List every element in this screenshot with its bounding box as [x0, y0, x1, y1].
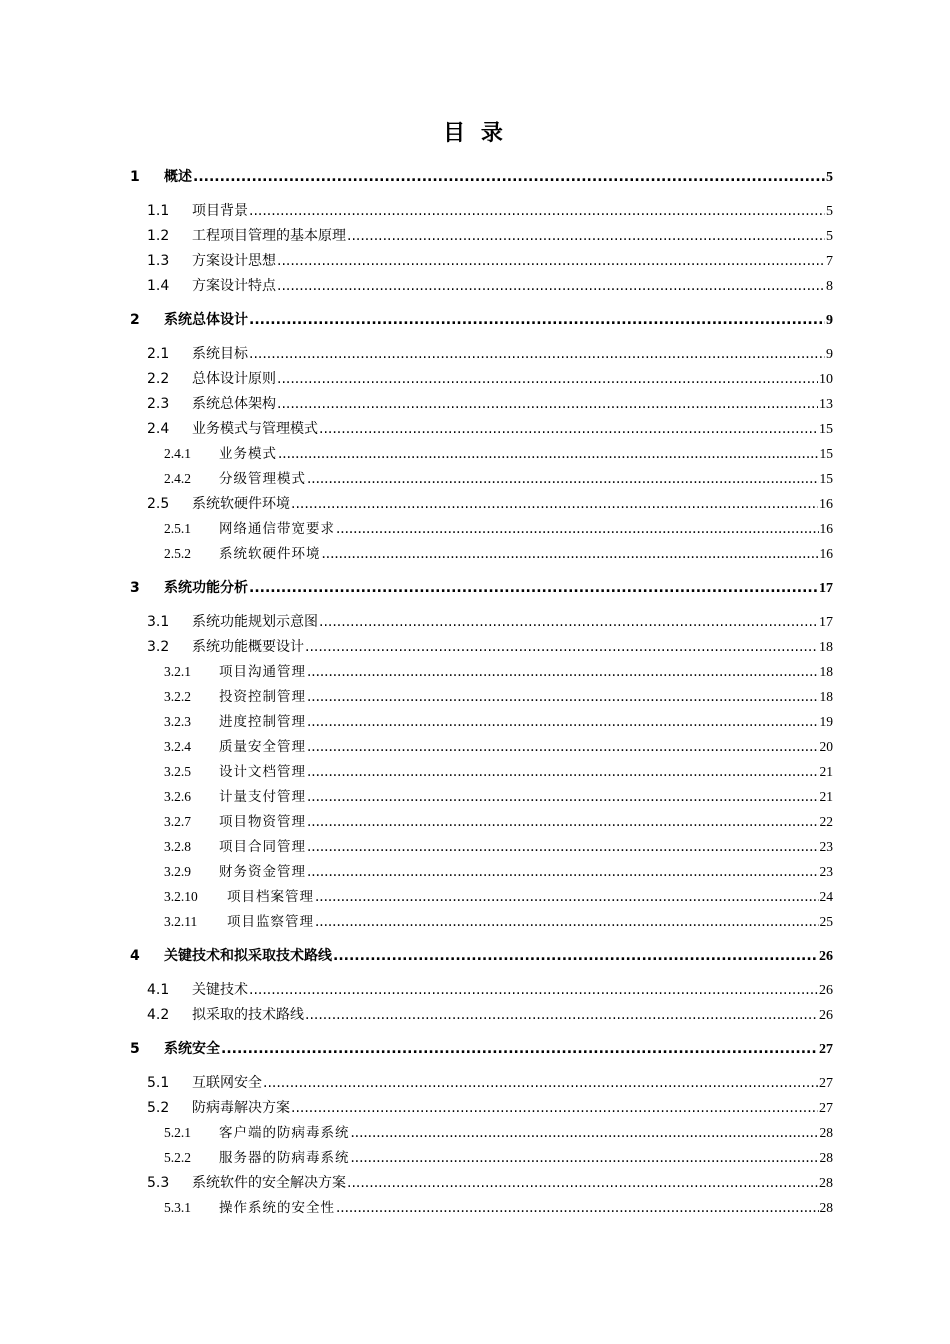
toc-entry-page-number: 18 [819, 689, 833, 704]
toc-dot-leader [307, 469, 819, 489]
toc-dot-leader [307, 837, 819, 857]
toc-dot-leader [315, 912, 819, 932]
toc-entry[interactable] [130, 1039, 833, 1059]
toc-entry-title: 互联网安全 [192, 1075, 262, 1091]
toc-entry-number: 3.2.6 [164, 789, 191, 804]
toc-dot-leader [347, 1173, 818, 1193]
toc-entry-title: 概述 [164, 169, 192, 185]
toc-entry[interactable] [130, 167, 833, 187]
toc-entry-page-number: 24 [819, 889, 833, 904]
toc-dot-leader [263, 1073, 818, 1093]
toc-entry-page-number: 28 [819, 1125, 833, 1140]
toc-entry-number: 5.3 [147, 1175, 170, 1191]
toc-entry-title: 系统总体架构 [192, 396, 276, 412]
toc-entry-title: 项目物资管理 [219, 814, 306, 830]
toc-dot-leader [305, 1005, 818, 1025]
toc-entry-number: 3.2.9 [164, 864, 191, 879]
toc-dot-leader [249, 201, 825, 221]
toc-entry-number: 1.3 [147, 253, 170, 269]
toc-entry-page-number: 16 [819, 546, 833, 561]
toc-entry[interactable] [164, 544, 833, 564]
toc-entry[interactable] [130, 578, 833, 598]
toc-entry-page-number: 9 [826, 347, 833, 362]
toc-dot-leader [322, 544, 819, 564]
toc-entry-title: 投资控制管理 [219, 689, 306, 705]
toc-entry-number: 4.2 [147, 1007, 170, 1023]
toc-entry-page-number: 9 [826, 313, 833, 328]
toc-entry-number: 3.2.4 [164, 739, 191, 754]
toc-entry-page-number: 5 [826, 204, 833, 219]
toc-entry-page-number: 27 [819, 1101, 833, 1116]
toc-entry-title: 网络通信带宽要求 [219, 521, 335, 537]
toc-entry-title: 客户端的防病毒系统 [219, 1125, 350, 1141]
toc-entry[interactable] [164, 469, 833, 489]
toc-dot-leader [307, 762, 819, 782]
toc-entry-number: 3.2.1 [164, 664, 191, 679]
toc-entry-page-number: 16 [819, 521, 833, 536]
toc-entry[interactable] [147, 612, 833, 632]
toc-entry-page-number: 18 [819, 664, 833, 679]
toc-entry-page-number: 23 [819, 839, 833, 854]
toc-entry-page-number: 17 [819, 615, 833, 630]
toc-entry[interactable] [147, 226, 833, 246]
toc-entry-title: 项目沟通管理 [219, 664, 306, 680]
toc-entry-page-number: 21 [819, 789, 833, 804]
toc-entry-title: 拟采取的技术路线 [192, 1007, 304, 1023]
toc-dot-leader [277, 369, 818, 389]
toc-entry-number: 3.2.8 [164, 839, 191, 854]
toc-dot-leader [305, 637, 818, 657]
toc-entry[interactable] [164, 862, 833, 882]
toc-entry-number: 2.5.1 [164, 521, 191, 536]
toc-entry-page-number: 17 [819, 581, 833, 596]
toc-entry-title: 项目合同管理 [219, 839, 306, 855]
toc-entry[interactable] [164, 1123, 833, 1143]
toc-dot-leader [307, 687, 819, 707]
toc-entry-number: 2.5.2 [164, 546, 191, 561]
toc-entry[interactable] [164, 887, 833, 907]
toc-entry[interactable] [164, 662, 833, 682]
toc-dot-leader [315, 887, 819, 907]
toc-entry[interactable] [130, 946, 833, 966]
toc-entry-number: 1.2 [147, 228, 170, 244]
toc-title: 目 录 [443, 121, 507, 146]
toc-dot-leader [307, 812, 819, 832]
toc-dot-leader [221, 1039, 818, 1059]
toc-entry-number: 5 [130, 1041, 140, 1057]
toc-entry-page-number: 27 [819, 1076, 833, 1091]
toc-entry-title: 关键技术和拟采取技术路线 [164, 948, 332, 964]
toc-entry-number: 3.2.5 [164, 764, 191, 779]
toc-entry[interactable] [164, 837, 833, 857]
toc-entry-page-number: 28 [819, 1176, 833, 1191]
toc-entry-page-number: 16 [819, 497, 833, 512]
toc-entry-page-number: 20 [819, 739, 833, 754]
toc-dot-leader [277, 394, 818, 414]
toc-entry-number: 5.1 [147, 1075, 170, 1091]
toc-dot-leader [307, 737, 819, 757]
toc-entry-title: 业务模式与管理模式 [192, 421, 318, 437]
toc-entry-number: 5.2.1 [164, 1125, 191, 1140]
toc-entry[interactable] [147, 1005, 833, 1025]
toc-entry-number: 3.2.10 [164, 889, 198, 904]
toc-dot-leader [249, 578, 818, 598]
toc-entry-title: 系统软硬件环境 [192, 496, 290, 512]
toc-dot-leader [278, 444, 819, 464]
toc-entry-title: 分级管理模式 [219, 471, 306, 487]
toc-dot-leader [277, 251, 825, 271]
toc-entry-title: 系统功能概要设计 [192, 639, 304, 655]
toc-entry-title: 质量安全管理 [219, 739, 306, 755]
toc-entry[interactable] [164, 812, 833, 832]
toc-entry-title: 系统功能分析 [164, 580, 248, 596]
toc-entry-page-number: 28 [819, 1150, 833, 1165]
toc-entry-page-number: 26 [819, 1008, 833, 1023]
toc-entry[interactable] [164, 787, 833, 807]
toc-entry-number: 3.2 [147, 639, 170, 655]
toc-entry[interactable] [164, 712, 833, 732]
toc-dot-leader [249, 344, 825, 364]
toc-entry-title: 项目档案管理 [227, 889, 314, 905]
toc-entry[interactable] [147, 394, 833, 414]
toc-entry-title: 计量支付管理 [219, 789, 306, 805]
toc-dot-leader [336, 519, 819, 539]
toc-entry-page-number: 27 [819, 1042, 833, 1057]
toc-entry-page-number: 15 [819, 422, 833, 437]
toc-entry-page-number: 28 [819, 1200, 833, 1215]
toc-entry-page-number: 10 [819, 372, 833, 387]
toc-entry-number: 2 [130, 312, 140, 328]
toc-entry-title: 系统目标 [192, 346, 248, 362]
toc-entry[interactable] [147, 1173, 833, 1193]
toc-entry-title: 方案设计特点 [192, 278, 276, 294]
toc-entry[interactable] [147, 637, 833, 657]
toc-dot-leader [277, 276, 825, 296]
toc-entry-number: 2.4 [147, 421, 170, 437]
toc-dot-leader [351, 1148, 819, 1168]
toc-entry-title: 服务器的防病毒系统 [219, 1150, 350, 1166]
toc-dot-leader [291, 494, 818, 514]
toc-entry-number: 2.2 [147, 371, 170, 387]
toc-entry-number: 5.2 [147, 1100, 170, 1116]
toc-entry-number: 3 [130, 580, 140, 596]
toc-dot-leader [307, 712, 819, 732]
toc-entry-number: 2.5 [147, 496, 170, 512]
toc-entry-page-number: 13 [819, 397, 833, 412]
toc-entry-title: 项目监察管理 [227, 914, 314, 930]
toc-entry[interactable] [164, 737, 833, 757]
toc-entry-number: 1.1 [147, 203, 170, 219]
toc-entry[interactable] [147, 251, 833, 271]
toc-entry[interactable] [147, 344, 833, 364]
toc-entry-number: 3.2.2 [164, 689, 191, 704]
toc-entry-page-number: 18 [819, 640, 833, 655]
toc-entry[interactable] [164, 519, 833, 539]
toc-entry[interactable] [147, 980, 833, 1000]
toc-entry-number: 1.4 [147, 278, 170, 294]
toc-entry[interactable] [147, 1098, 833, 1118]
toc-entry-title: 防病毒解决方案 [192, 1100, 290, 1116]
toc-dot-leader [336, 1198, 819, 1218]
toc-entry-number: 2.4.1 [164, 446, 191, 461]
toc-dot-leader [307, 662, 819, 682]
toc-entry-title: 进度控制管理 [219, 714, 306, 730]
toc-entry-number: 5.3.1 [164, 1200, 191, 1215]
toc-entry-title: 工程项目管理的基本原理 [192, 228, 346, 244]
toc-entry[interactable] [164, 912, 833, 932]
toc-entry-title: 系统总体设计 [164, 312, 248, 328]
toc-entry-page-number: 5 [826, 229, 833, 244]
toc-dot-leader [249, 980, 818, 1000]
toc-entry-number: 3.2.7 [164, 814, 191, 829]
toc-entry-page-number: 8 [826, 279, 833, 294]
toc-dot-leader [307, 862, 819, 882]
toc-entry-page-number: 15 [819, 446, 833, 461]
toc-entry[interactable] [130, 310, 833, 330]
toc-entry-title: 财务资金管理 [219, 864, 306, 880]
toc-entry-page-number: 15 [819, 471, 833, 486]
toc-entry-page-number: 5 [826, 170, 833, 185]
toc-entry-page-number: 26 [819, 983, 833, 998]
toc-entry-number: 1 [130, 169, 140, 185]
toc-entry-title: 系统功能规划示意图 [192, 614, 318, 630]
toc-dot-leader [319, 612, 818, 632]
toc-entry-number: 3.2.3 [164, 714, 191, 729]
toc-entry-title: 设计文档管理 [219, 764, 306, 780]
toc-entry-number: 2.4.2 [164, 471, 191, 486]
toc-entry-title: 项目背景 [192, 203, 248, 219]
toc-entry[interactable] [164, 1148, 833, 1168]
toc-entry-title: 方案设计思想 [192, 253, 276, 269]
toc-entry-title: 总体设计原则 [192, 371, 276, 387]
toc-dot-leader [347, 226, 825, 246]
toc-entry[interactable] [147, 369, 833, 389]
toc-entry[interactable] [164, 687, 833, 707]
toc-entry-number: 3.2.11 [164, 914, 198, 929]
toc-entry-title: 系统安全 [164, 1041, 220, 1057]
toc-entry-title: 系统软硬件环境 [219, 546, 321, 562]
toc-entry-page-number: 26 [819, 949, 833, 964]
toc-entry-page-number: 21 [819, 764, 833, 779]
toc-entry-title: 关键技术 [192, 982, 248, 998]
toc-entry[interactable] [147, 494, 833, 514]
toc-dot-leader [193, 167, 825, 187]
toc-dot-leader [249, 310, 825, 330]
toc-entry-page-number: 25 [819, 914, 833, 929]
toc-entry[interactable] [164, 1198, 833, 1218]
toc-entry-number: 3.1 [147, 614, 170, 630]
toc-entry[interactable] [147, 276, 833, 296]
toc-entry-title: 业务模式 [219, 446, 277, 462]
toc-entry-page-number: 23 [819, 864, 833, 879]
toc-entry-number: 4 [130, 948, 140, 964]
toc-entry-page-number: 19 [819, 714, 833, 729]
toc-entry-number: 5.2.2 [164, 1150, 191, 1165]
toc-entry-title: 操作系统的安全性 [219, 1200, 335, 1216]
toc-dot-leader [319, 419, 818, 439]
toc-dot-leader [307, 787, 819, 807]
toc-entry[interactable] [147, 201, 833, 221]
toc-entry-page-number: 22 [819, 814, 833, 829]
toc-dot-leader [333, 946, 818, 966]
toc-dot-leader [351, 1123, 819, 1143]
toc-entry-title: 系统软件的安全解决方案 [192, 1175, 346, 1191]
toc-entry[interactable] [164, 444, 833, 464]
toc-entry[interactable] [164, 762, 833, 782]
toc-entry-page-number: 7 [826, 254, 833, 269]
toc-entry[interactable] [147, 1073, 833, 1093]
toc-dot-leader [291, 1098, 818, 1118]
toc-entry-number: 4.1 [147, 982, 170, 998]
toc-entry-number: 2.3 [147, 396, 170, 412]
toc-entry-number: 2.1 [147, 346, 170, 362]
toc-entry[interactable] [147, 419, 833, 439]
